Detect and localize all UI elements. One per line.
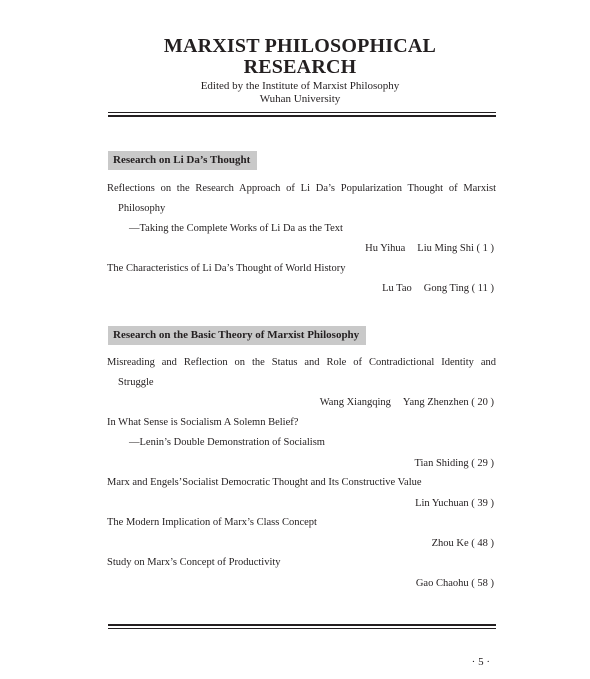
- editor-line: Edited by the Institute of Marxist Philosophy: [200, 80, 400, 92]
- entry-5-title: Marx and Engels’Socialist Democratic Thought and Its Constructive Value: [107, 477, 422, 488]
- entry-4-page: ( 29 ): [471, 458, 494, 469]
- entry-6-author: Zhou Ke: [431, 538, 469, 549]
- entry-3-title-line-1: Misreading and Reflection on the Status and Role of Contradictional Identity and: [107, 357, 496, 368]
- entry-7-page: ( 58 ): [471, 578, 494, 589]
- entry-4-title: In What Sense is Socialism A Solemn Belief?: [107, 417, 299, 428]
- entry-1-title-line-1: Reflections on the Research Approach of Li Da’s Popularization Thought of Marxist: [107, 183, 496, 194]
- page-number: · 5 ·: [471, 656, 490, 668]
- section-heading-li-da: Research on Li Da’s Thought: [108, 151, 257, 170]
- entry-3-author-2: Yang Zhenzhen: [402, 397, 469, 408]
- entry-2-author-1: Lu Tao: [382, 283, 412, 294]
- entry-4-author: Tian Shiding: [414, 458, 469, 469]
- entry-7-byline: [416, 577, 494, 590]
- entry-3-byline: [320, 396, 494, 409]
- entry-2-author-2: Gong Ting: [423, 283, 470, 294]
- entry-4-subtitle: —Lenin’s Double Demonstration of Socialism: [129, 437, 325, 448]
- entry-6-page: ( 48 ): [471, 538, 494, 549]
- footer-rule-thin: [108, 628, 496, 629]
- entry-7-title: Study on Marx’s Concept of Productivity: [107, 557, 281, 568]
- section-heading-basic-theory: Research on the Basic Theory of Marxist Philosophy: [108, 326, 366, 345]
- entry-6-title: The Modern Implication of Marx’s Class Concept: [107, 517, 317, 528]
- entry-2-byline: [382, 282, 494, 295]
- footer-rule-thick: [108, 624, 496, 626]
- entry-1-title-line-2: Philosophy: [118, 203, 166, 214]
- entry-5-page: ( 39 ): [471, 498, 494, 509]
- header-rule-thick: [108, 115, 496, 117]
- entry-3-page: ( 20 ): [471, 397, 494, 408]
- entry-3-author-1: Wang Xiangqing: [319, 397, 391, 408]
- entry-1-author-1: Hu Yihua: [365, 243, 406, 254]
- entry-5-byline: [415, 497, 494, 510]
- entry-5-author: Lin Yuchuan: [415, 498, 469, 509]
- entry-2-page: ( 11 ): [471, 283, 494, 294]
- entry-7-author: Gao Chaohu: [415, 578, 469, 589]
- entry-6-byline: [432, 537, 494, 550]
- institution-line: Wuhan University: [259, 93, 341, 105]
- entry-3-title-line-2: Struggle: [118, 377, 154, 388]
- entry-1-page: ( 1 ): [476, 243, 494, 254]
- journal-title-line-1: MARXIST PHILOSOPHICAL: [163, 35, 437, 57]
- entry-1-byline: [365, 242, 494, 255]
- footer-double-rule: [108, 624, 496, 630]
- header-double-rule: [108, 112, 496, 118]
- entry-2-title: The Characteristics of Li Da’s Thought of World History: [107, 263, 346, 274]
- journal-title-line-2: RESEARCH: [243, 56, 357, 78]
- entry-1-subtitle: —Taking the Complete Works of Li Da as the Text: [129, 223, 343, 234]
- entry-4-byline: [414, 457, 494, 470]
- entry-1-author-2: Liu Ming Shi: [417, 243, 474, 254]
- header-rule-thin: [108, 112, 496, 113]
